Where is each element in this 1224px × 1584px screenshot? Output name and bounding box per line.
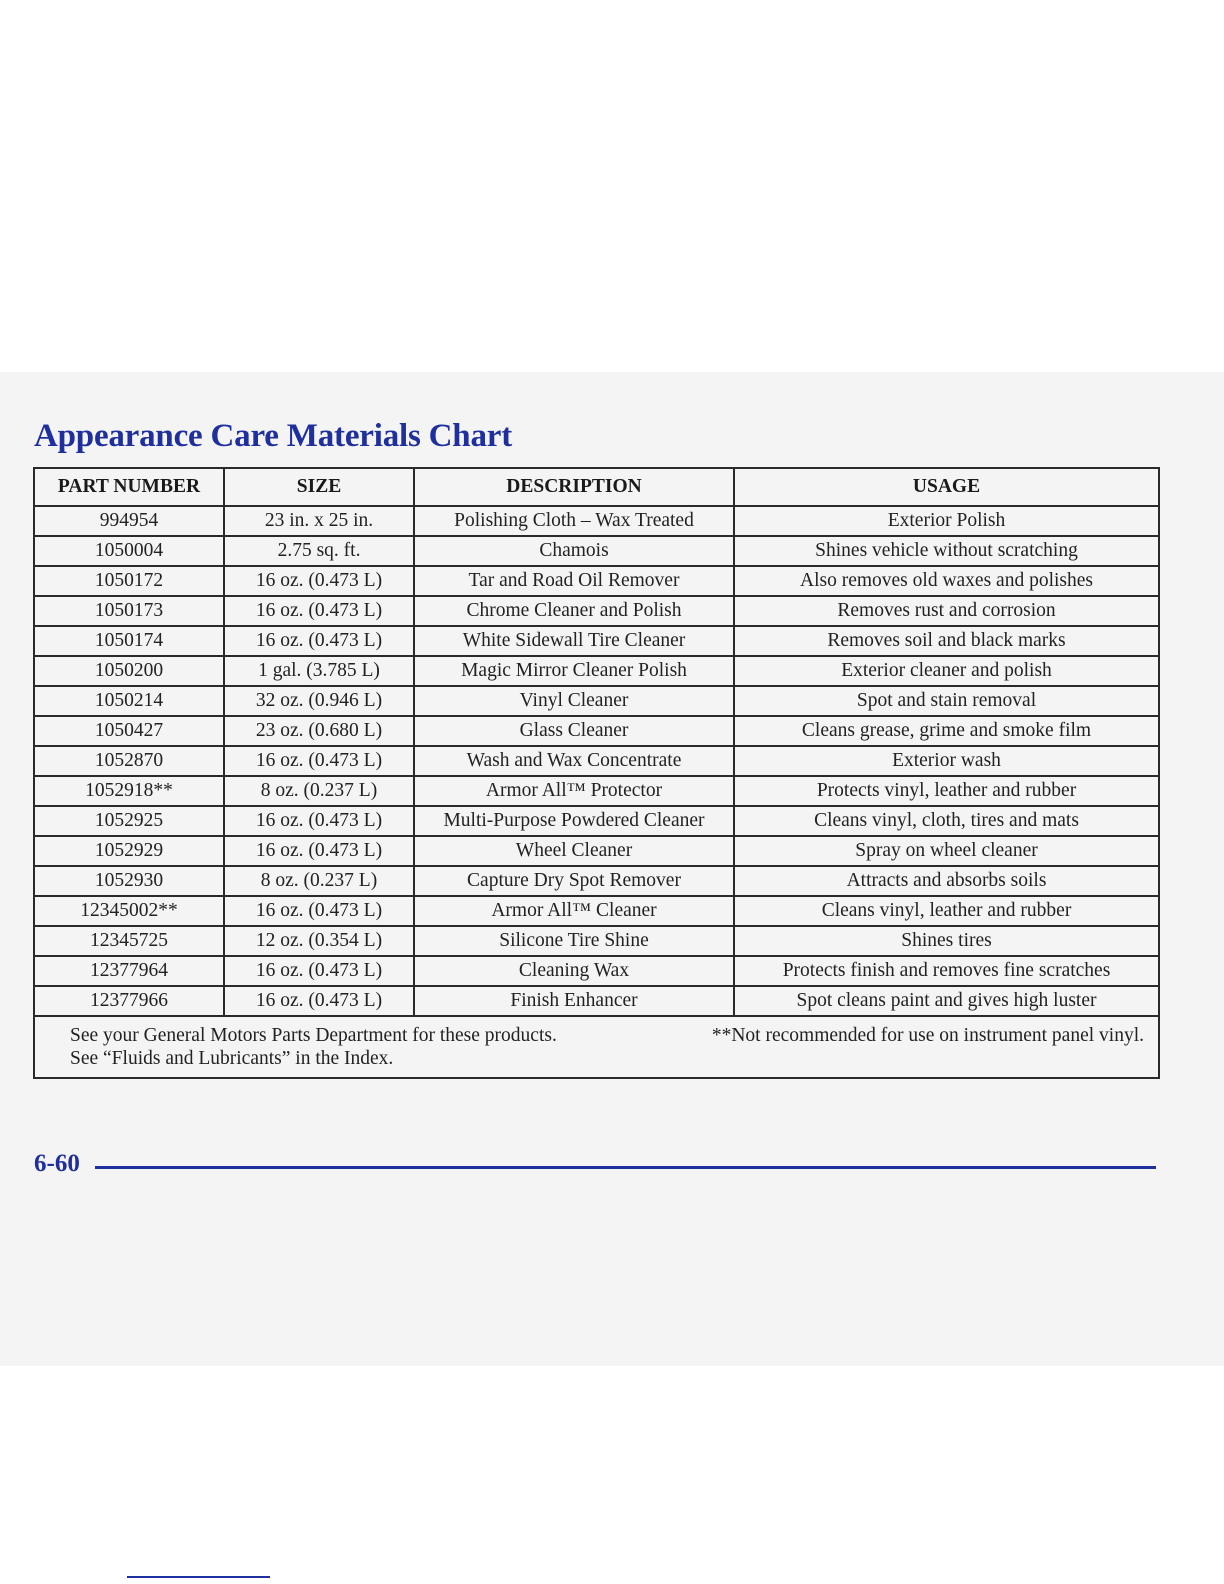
usage-cell: Also removes old waxes and polishes [734, 566, 1159, 596]
size-cell: 1 gal. (3.785 L) [224, 656, 414, 686]
table-row [34, 596, 1159, 626]
usage-cell: Exterior wash [734, 746, 1159, 776]
part-number-cell: 1050214 [34, 686, 224, 716]
table-row [34, 836, 1159, 866]
header-usage: USAGE [734, 468, 1159, 506]
table-row [34, 986, 1159, 1016]
description-cell: Wheel Cleaner [414, 836, 734, 866]
table-row [34, 536, 1159, 566]
usage-cell: Removes rust and corrosion [734, 596, 1159, 626]
part-number-cell: 12345002** [34, 896, 224, 926]
description-cell: Armor All™ Protector [414, 776, 734, 806]
appearance-care-table [33, 467, 1160, 1079]
page-title: Appearance Care Materials Chart [34, 418, 512, 454]
description-cell: Cleaning Wax [414, 956, 734, 986]
table-header-row [34, 468, 1159, 506]
page-footer-rule [95, 1166, 1156, 1169]
usage-cell: Spot and stain removal [734, 686, 1159, 716]
description-cell: Vinyl Cleaner [414, 686, 734, 716]
usage-cell: Cleans vinyl, cloth, tires and mats [734, 806, 1159, 836]
table-row [34, 506, 1159, 536]
index-reference-note: See “Fluids and Lubricants” in the Index. [70, 1048, 394, 1069]
table-row [34, 656, 1159, 686]
table-row [34, 776, 1159, 806]
usage-cell: Spot cleans paint and gives high luster [734, 986, 1159, 1016]
header-size: SIZE [224, 468, 414, 506]
part-number-cell: 994954 [34, 506, 224, 536]
size-cell: 16 oz. (0.473 L) [224, 626, 414, 656]
usage-cell: Protects finish and removes fine scratches [734, 956, 1159, 986]
part-number-cell: 1050427 [34, 716, 224, 746]
page-number: 6-60 [34, 1150, 80, 1177]
usage-cell: Attracts and absorbs soils [734, 866, 1159, 896]
size-cell: 2.75 sq. ft. [224, 536, 414, 566]
usage-cell: Cleans vinyl, leather and rubber [734, 896, 1159, 926]
part-number-cell: 1050172 [34, 566, 224, 596]
usage-cell: Spray on wheel cleaner [734, 836, 1159, 866]
size-cell: 16 oz. (0.473 L) [224, 956, 414, 986]
description-cell: Polishing Cloth – Wax Treated [414, 506, 734, 536]
part-number-cell: 1052918** [34, 776, 224, 806]
usage-cell: Protects vinyl, leather and rubber [734, 776, 1159, 806]
part-number-cell: 12377966 [34, 986, 224, 1016]
usage-cell: Exterior Polish [734, 506, 1159, 536]
size-cell: 16 oz. (0.473 L) [224, 746, 414, 776]
part-number-cell: 12345725 [34, 926, 224, 956]
size-cell: 12 oz. (0.354 L) [224, 926, 414, 956]
table-row [34, 746, 1159, 776]
table-row [34, 806, 1159, 836]
size-cell: 23 in. x 25 in. [224, 506, 414, 536]
usage-cell: Shines tires [734, 926, 1159, 956]
table-notes [34, 1016, 1159, 1078]
part-number-cell: 1050200 [34, 656, 224, 686]
table-row [34, 866, 1159, 896]
size-cell: 16 oz. (0.473 L) [224, 806, 414, 836]
description-cell: White Sidewall Tire Cleaner [414, 626, 734, 656]
part-number-cell: 1050004 [34, 536, 224, 566]
description-cell: Tar and Road Oil Remover [414, 566, 734, 596]
description-cell: Finish Enhancer [414, 986, 734, 1016]
part-number-cell: 1050173 [34, 596, 224, 626]
description-cell: Armor All™ Cleaner [414, 896, 734, 926]
size-cell: 16 oz. (0.473 L) [224, 986, 414, 1016]
size-cell: 16 oz. (0.473 L) [224, 836, 414, 866]
usage-cell: Shines vehicle without scratching [734, 536, 1159, 566]
table-row [34, 716, 1159, 746]
size-cell: 8 oz. (0.237 L) [224, 776, 414, 806]
part-number-cell: 1050174 [34, 626, 224, 656]
table-row [34, 926, 1159, 956]
header-part-number: PART NUMBER [34, 468, 224, 506]
size-cell: 16 oz. (0.473 L) [224, 596, 414, 626]
header-description: DESCRIPTION [414, 468, 734, 506]
size-cell: 16 oz. (0.473 L) [224, 896, 414, 926]
description-cell: Wash and Wax Concentrate [414, 746, 734, 776]
description-cell: Glass Cleaner [414, 716, 734, 746]
notes-first-line [70, 1024, 1144, 1047]
table-row [34, 956, 1159, 986]
size-cell: 8 oz. (0.237 L) [224, 866, 414, 896]
table-notes-row [34, 1016, 1159, 1078]
description-cell: Capture Dry Spot Remover [414, 866, 734, 896]
bottom-accent-rule [127, 1576, 270, 1578]
size-cell: 23 oz. (0.680 L) [224, 716, 414, 746]
size-cell: 32 oz. (0.946 L) [224, 686, 414, 716]
usage-cell: Cleans grease, grime and smoke film [734, 716, 1159, 746]
description-cell: Chrome Cleaner and Polish [414, 596, 734, 626]
description-cell: Multi-Purpose Powdered Cleaner [414, 806, 734, 836]
vinyl-footnote: **Not recommended for use on instrument panel vinyl. [711, 1025, 1144, 1046]
table-row [34, 686, 1159, 716]
table-row [34, 896, 1159, 926]
part-number-cell: 1052930 [34, 866, 224, 896]
part-number-cell: 1052925 [34, 806, 224, 836]
usage-cell: Exterior cleaner and polish [734, 656, 1159, 686]
usage-cell: Removes soil and black marks [734, 626, 1159, 656]
part-number-cell: 1052870 [34, 746, 224, 776]
parts-department-note: See your General Motors Parts Department for these products. [70, 1025, 557, 1046]
table-row [34, 566, 1159, 596]
description-cell: Silicone Tire Shine [414, 926, 734, 956]
description-cell: Magic Mirror Cleaner Polish [414, 656, 734, 686]
description-cell: Chamois [414, 536, 734, 566]
size-cell: 16 oz. (0.473 L) [224, 566, 414, 596]
part-number-cell: 1052929 [34, 836, 224, 866]
table-row [34, 626, 1159, 656]
part-number-cell: 12377964 [34, 956, 224, 986]
